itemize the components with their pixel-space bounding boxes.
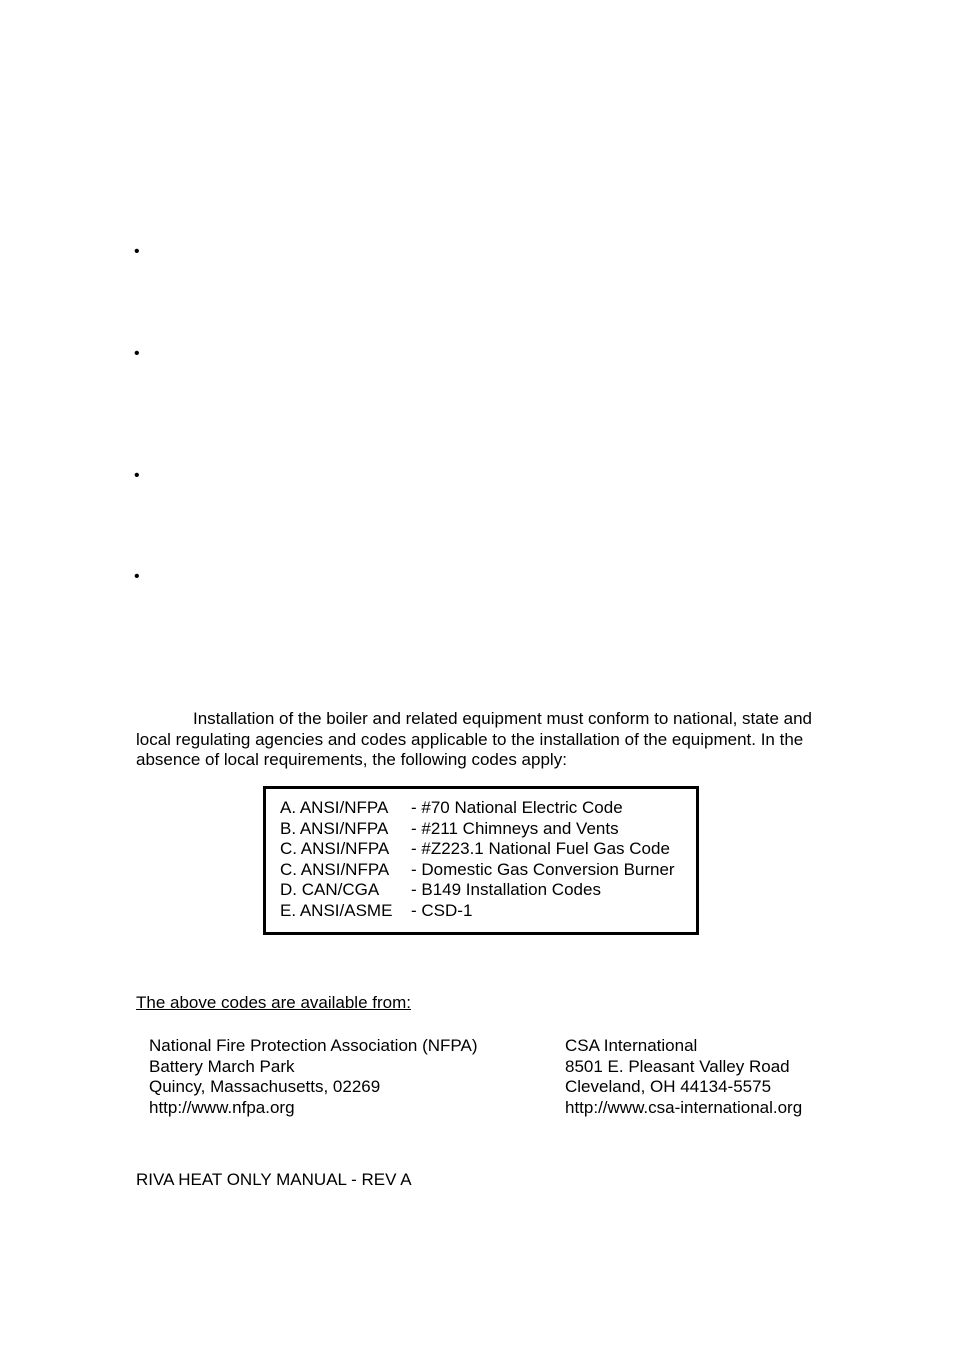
csa-website: http://www.csa-international.org [565, 1097, 803, 1117]
csa-street: 8501 E. Pleasant Valley Road [565, 1056, 790, 1076]
code-line [280, 839, 696, 860]
codes-box [263, 786, 699, 935]
code-id: B. ANSI/NFPA [280, 818, 389, 838]
code-description: - #Z223.1 National Fuel Gas Code [411, 839, 670, 858]
intro-text: Installation of the boiler and related equipment must conform to national, state and local regulating agencies and codes applicable to the installation of the equipment. In the absence of local requirements, the following codes apply: [136, 709, 812, 769]
code-id: C. ANSI/NFPA [280, 839, 390, 858]
code-line [280, 819, 696, 840]
csa-org-name: CSA International [565, 1036, 698, 1055]
nfpa-address-block [149, 1036, 477, 1118]
code-id: A. ANSI/NFPA [280, 798, 389, 817]
code-description: - Domestic Gas Conversion Burner [411, 859, 675, 879]
csa-address-block [565, 1036, 802, 1118]
code-id: E. ANSI/ASME [280, 900, 393, 920]
intro-paragraph [136, 709, 846, 771]
code-id: D. CAN/CGA [280, 880, 380, 899]
codes-availability-heading: The above codes are available from: [136, 993, 411, 1012]
code-id: C. ANSI/NFPA [280, 859, 390, 879]
nfpa-website: http://www.nfpa.org [149, 1097, 295, 1117]
bullet-marker: • [134, 568, 140, 585]
code-line [280, 798, 696, 819]
code-description: - #211 Chimneys and Vents [411, 818, 619, 838]
nfpa-street: Battery March Park [149, 1056, 295, 1076]
code-description: - #70 National Electric Code [411, 798, 623, 817]
code-line [280, 901, 696, 922]
nfpa-city: Quincy, Massachusetts, 02269 [149, 1077, 381, 1096]
code-line [280, 880, 696, 901]
bullet-marker: • [134, 467, 140, 484]
code-description: - B149 Installation Codes [411, 880, 601, 899]
csa-city: Cleveland, OH 44134-5575 [565, 1077, 772, 1096]
bullet-marker: • [134, 345, 140, 362]
code-description: - CSD-1 [411, 900, 473, 920]
nfpa-org-name: National Fire Protection Association (NFPA) [149, 1036, 478, 1055]
code-line [280, 860, 696, 881]
bullet-marker: • [134, 243, 140, 260]
page-footer: RIVA HEAT ONLY MANUAL - REV A [136, 1170, 412, 1189]
